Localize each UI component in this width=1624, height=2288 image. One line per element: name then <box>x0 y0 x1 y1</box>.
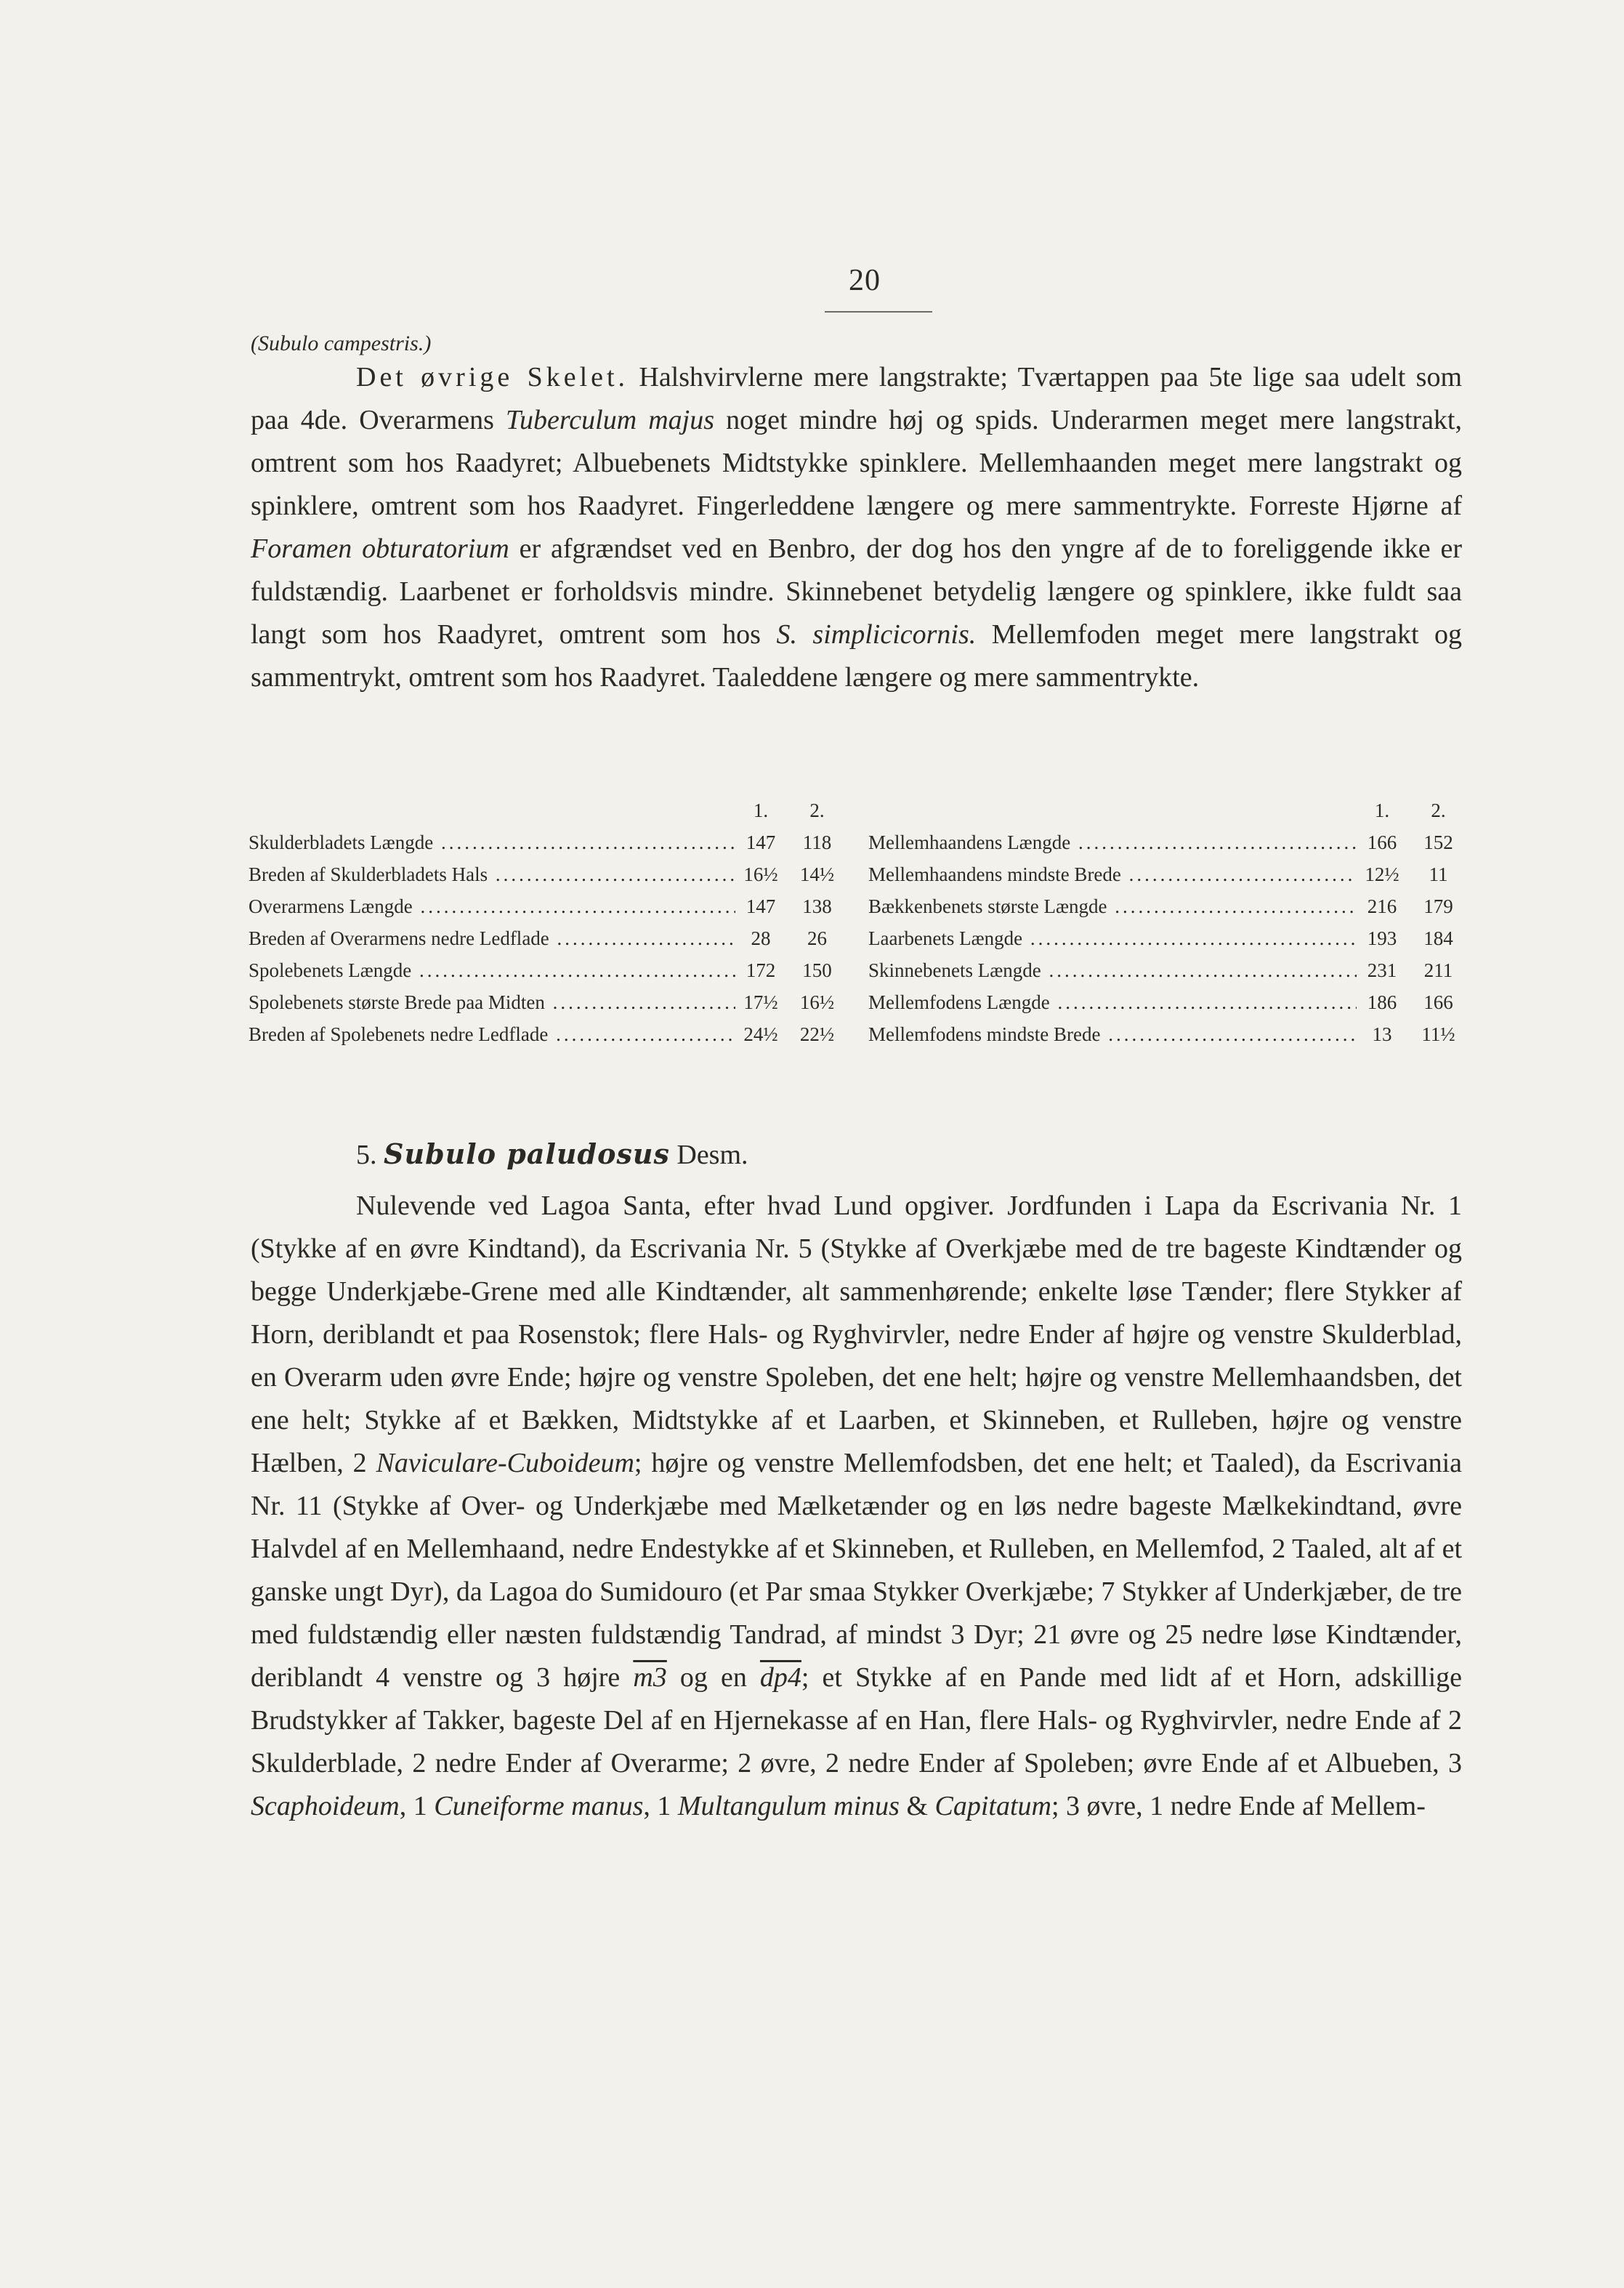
table-row <box>249 895 848 927</box>
row-label: Breden af Spolebenets nedre Ledflade ..... <box>249 1023 735 1046</box>
latin-term: Foramen obturatorium <box>251 533 509 564</box>
row-label: Breden af Skulderbladets Hals ..... <box>249 863 735 886</box>
value-2: 138 <box>802 895 832 917</box>
column-header: 2. <box>809 799 825 821</box>
species-author: Desm. <box>676 1140 748 1170</box>
value-1: 193 <box>1367 927 1397 949</box>
table-row <box>868 863 1469 895</box>
value-1: 147 <box>746 895 776 917</box>
value-2: 179 <box>1423 895 1453 917</box>
value-1: 12½ <box>1365 863 1399 885</box>
value-2: 152 <box>1423 831 1453 853</box>
row-label: Spolebenets Længde ..... <box>249 959 735 982</box>
value-2: 26 <box>807 927 827 949</box>
measurement-column-right <box>868 799 1469 1055</box>
value-1: 231 <box>1367 959 1397 981</box>
value-1: 28 <box>751 927 771 949</box>
row-label: Spolebenets største Brede paa Midten ..... <box>249 991 735 1014</box>
finds-paragraph <box>251 1185 1462 1828</box>
table-row <box>249 831 848 863</box>
latin-term: Tuberculum majus <box>506 405 715 435</box>
value-1: 24½ <box>743 1023 778 1045</box>
text-run: , 1 <box>399 1791 435 1821</box>
table-row <box>868 927 1469 959</box>
value-1: 216 <box>1367 895 1397 917</box>
text-run: er afgrændset ved en Benbro, der dog hos den yngre af de to foreliggende ikke er fuldstændig. Laarbenet er forholdsvis mindre. Skinnebenet betydelig længere og spinklere, ikke fuldt saa langt som hos Raadyret, omtrent som hos <box>251 533 1462 650</box>
value-1: 166 <box>1367 831 1397 853</box>
text-run: Halshvirvlerne mere langstrakte; Tværtappen paa 5te lige saa udelt som paa 4de. Overarmens <box>251 362 1463 435</box>
column-headers <box>868 799 1469 831</box>
table-row <box>249 927 848 959</box>
value-2: 14½ <box>799 863 835 885</box>
value-1: 186 <box>1367 991 1397 1013</box>
table-row <box>249 991 848 1023</box>
text-run: Mellemfoden meget mere langstrakt og sammentrykt, omtrent som hos Raadyret. Taaleddene længere og mere sammentrykte. <box>251 619 1463 693</box>
value-2: 184 <box>1423 927 1453 949</box>
row-label: Mellemfodens Længde ..... <box>868 991 1357 1014</box>
text-run: , 1 <box>643 1791 678 1821</box>
text-run: ; et Stykke af en Pande med lidt af et Horn, adskillige Brudstykker af Takker, bageste Del af en Hjernekasse af en Han, flere Hals- og Ryghvirvler, nedre Ende af 2 Skulderblade, 2 nedre Ender af Overarme; 2 øvre, 2 nedre Ender af Spoleben; øvre Ende af et Albueben, 3 <box>251 1662 1462 1779</box>
value-1: 172 <box>746 959 776 981</box>
measurement-column-left <box>249 799 848 1055</box>
table-row <box>249 959 848 991</box>
row-label: Skulderbladets Længde ..... <box>249 831 735 854</box>
page-number-rule <box>825 311 932 313</box>
value-2: 11½ <box>1421 1023 1455 1045</box>
tooth-notation: dp4 <box>759 1662 801 1693</box>
latin-term: Naviculare-Cuboideum <box>376 1448 634 1478</box>
row-label: Bækkenbenets største Længde ..... <box>868 895 1357 918</box>
column-headers <box>249 799 848 831</box>
column-header: 2. <box>1431 799 1446 821</box>
text-run: og en <box>666 1662 760 1693</box>
latin-term: Capitatum <box>934 1791 1051 1821</box>
tooth-notation: m3 <box>633 1662 667 1693</box>
value-2: 166 <box>1423 991 1453 1013</box>
value-1: 17½ <box>743 991 778 1013</box>
table-row <box>868 959 1469 991</box>
row-label: Breden af Overarmens nedre Ledflade ..... <box>249 927 735 950</box>
row-label: Laarbenets Længde ..... <box>868 927 1357 950</box>
text-run: ; 3 øvre, 1 nedre Ende af Mellem- <box>1051 1791 1426 1821</box>
table-row <box>249 1023 848 1055</box>
value-2: 22½ <box>799 1023 835 1045</box>
column-header: 1. <box>1374 799 1390 821</box>
latin-term: Multangulum minus <box>677 1791 900 1821</box>
row-label: Mellemhaandens Længde ..... <box>868 831 1357 854</box>
measurement-table <box>249 799 1469 1061</box>
row-label: Mellemfodens mindste Brede ..... <box>868 1023 1357 1046</box>
value-2: 118 <box>802 831 832 853</box>
value-1: 147 <box>746 831 776 853</box>
species-name: Subulo paludosus <box>384 1137 670 1170</box>
text-run: ; højre og venstre Mellemfodsben, det ene helt; et Taaled), da Escrivania Nr. 11 (Stykke af Over- og Underkjæbe med Mælketænder og en løs nedre bageste Mælkekindtand, øvre Halvdel af en Mellemhaand, nedre Endestykke af et Skinneben, et Rulleben, en Mellemfod, 2 Taaled, alt af et ganske ungt Dyr), da Lagoa do Sumidouro (et Par smaa Stykker Overkjæbe; 7 Stykker af Underkjæber, de tre med fuldstændig eller næsten fuldstændig Tandrad, af mindst 3 Dyr; 21 øvre og 25 nedre løse Kindtænder, deriblandt 4 venstre og 3 højre <box>251 1448 1463 1693</box>
text-run: Nulevende ved Lagoa Santa, efter hvad Lund opgiver. Jordfunden i Lapa da Escrivania Nr. 1 (Stykke af en øvre Kindtand), da Escrivania Nr. 5 (Stykke af Overkjæbe med de tre bageste Kindtænder og begge Underkjæbe-Grene med alle Kindtænder, alt sammenhørende; enkelte løse Tænder; flere Stykker af Horn, deriblandt et paa Rosenstok; flere Hals- og Ryghvirvler, nedre Ender af højre og venstre Skulderblad, en Overarm uden øvre Ende; højre og venstre Spoleben, det ene helt; højre og venstre Mellemhaandsben, det ene helt; Stykke af et Bækken, Midtstykke af et Laarben, et Skinneben, et Rulleben, højre og venstre Hælben, 2 <box>251 1191 1462 1478</box>
row-label: Mellemhaandens mindste Brede ..... <box>868 863 1357 886</box>
table-row <box>868 991 1469 1023</box>
table-row <box>868 895 1469 927</box>
section-heading <box>356 1137 748 1171</box>
table-row <box>868 1023 1469 1055</box>
column-header: 1. <box>753 799 769 821</box>
latin-term: Scaphoideum <box>251 1791 400 1821</box>
value-2: 11 <box>1429 863 1448 885</box>
value-1: 16½ <box>743 863 778 885</box>
latin-term: Cuneiforme manus <box>434 1791 644 1821</box>
text-run: & <box>899 1791 935 1821</box>
table-row <box>868 831 1469 863</box>
skeleton-paragraph <box>251 356 1462 699</box>
latin-term: S. simplicicornis. <box>776 619 977 650</box>
paragraph-lead: Det øvrige Skelet. <box>356 362 629 392</box>
row-label: Skinnebenets Længde ..... <box>868 959 1357 982</box>
page-number: 20 <box>849 264 881 297</box>
value-2: 16½ <box>799 991 835 1013</box>
row-label: Overarmens Længde ..... <box>249 895 735 918</box>
table-row <box>249 863 848 895</box>
section-number: 5. <box>356 1140 377 1170</box>
text-run: noget mindre høj og spids. Underarmen meget mere langstrakt, omtrent som hos Raadyret; Albuebenets Midtstykke spinklere. Mellemhaanden meget mere langstrakt og spinklere, omtrent som hos Raadyret. Fingerleddene længere og mere sammentrykte. Forreste Hjørne af <box>251 405 1462 521</box>
value-1: 13 <box>1372 1023 1392 1045</box>
value-2: 150 <box>802 959 832 981</box>
running-head: (Subulo campestris.) <box>251 331 432 355</box>
value-2: 211 <box>1423 959 1453 981</box>
